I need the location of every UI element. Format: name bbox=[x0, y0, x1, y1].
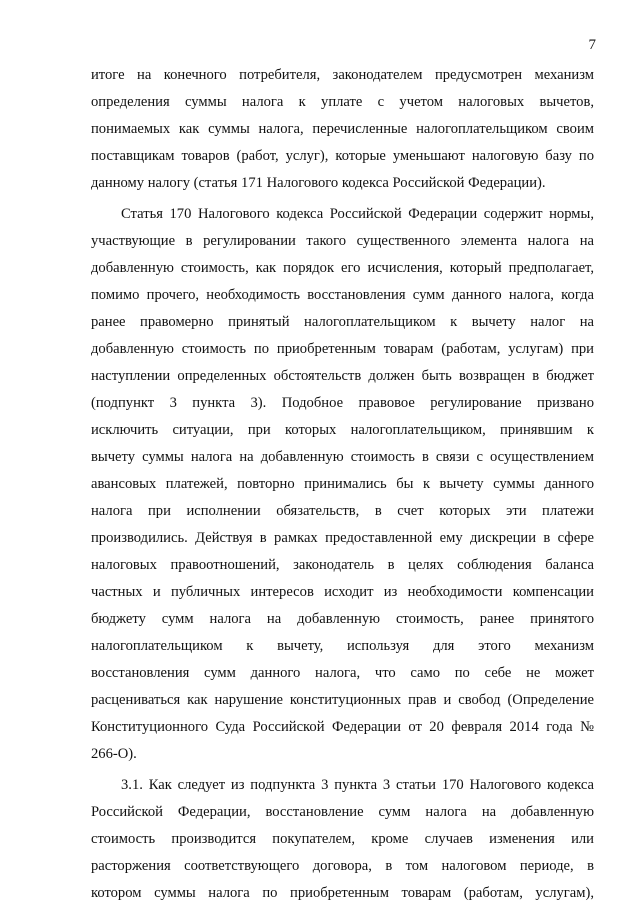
text-line: (подпункт 3 пункта 3). Подобное правовое регулирование призвано bbox=[91, 395, 594, 411]
text-line: добавленную стоимость по приобретенным товарам (работам, услугам) при bbox=[91, 341, 594, 357]
text-line: котором суммы налога по приобретенным товарам (работам, услугам), bbox=[91, 885, 594, 901]
text-line: авансовых платежей, повторно принимались бы к вычету суммы данного bbox=[91, 476, 594, 492]
text-line: частных и публичных интересов исходит из необходимости компенсации bbox=[91, 584, 594, 600]
text-line: наступлении определенных обстоятельств должен быть возвращен в бюджет bbox=[91, 368, 594, 384]
text-line: налога при исполнении обязательств, в счет которых эти платежи bbox=[91, 503, 594, 519]
text-line: Статья 170 Налогового кодекса Российской Федерации содержит нормы, bbox=[121, 206, 594, 222]
text-line: восстановления сумм данного налога, что само по себе не может bbox=[91, 665, 594, 681]
text-line: помимо прочего, необходимость восстановления сумм данного налога, когда bbox=[91, 287, 594, 303]
text-line: Конституционного Суда Российской Федерации от 20 февраля 2014 года № bbox=[91, 719, 594, 735]
text-line: вычету суммы налога на добавленную стоимость в связи с осуществлением bbox=[91, 449, 594, 465]
text-line: 266-О). bbox=[91, 746, 137, 762]
text-line: участвующие в регулировании такого существенного элемента налога на bbox=[91, 233, 594, 249]
text-line: расторжения соответствующего договора, в том налоговом периоде, в bbox=[91, 858, 594, 874]
text-line: исключить ситуации, при которых налогоплательщиком, принявшим к bbox=[91, 422, 594, 438]
text-line: производились. Действуя в рамках предоставленной ему дискреции в сфере bbox=[91, 530, 594, 546]
text-line: поставщикам товаров (работ, услуг), которые уменьшают налоговую базу по bbox=[91, 148, 594, 164]
text-line: налоговых правоотношений, законодатель в целях соблюдения баланса bbox=[91, 557, 594, 573]
text-line: расцениваться как нарушение конституционных прав и свобод (Определение bbox=[91, 692, 594, 708]
text-line: бюджету сумм налога на добавленную стоимость, ранее принятого bbox=[91, 611, 594, 627]
page-number: 7 bbox=[588, 37, 596, 53]
text-line: 3.1. Как следует из подпункта 3 пункта 3 статьи 170 Налогового кодекса bbox=[121, 777, 594, 793]
text-line: данному налогу (статья 171 Налогового кодекса Российской Федерации). bbox=[91, 175, 546, 191]
text-line: Российской Федерации, восстановление сумм налога на добавленную bbox=[91, 804, 594, 820]
document-body bbox=[91, 62, 594, 907]
text-line: понимаемых как суммы налога, перечисленные налогоплательщиком своим bbox=[91, 121, 594, 137]
text-line: определения суммы налога к уплате с учетом налоговых вычетов, bbox=[91, 94, 594, 110]
text-line: стоимость производится покупателем, кроме случаев изменения или bbox=[91, 831, 594, 847]
text-line: добавленную стоимость, как порядок его исчисления, который предполагает, bbox=[91, 260, 594, 276]
text-line: итоге на конечного потребителя, законодателем предусмотрен механизм bbox=[91, 67, 594, 83]
text-line: налогоплательщиком к вычету, используя для этого механизм bbox=[91, 638, 594, 654]
text-line: ранее правомерно принятый налогоплательщиком к вычету налог на bbox=[91, 314, 594, 330]
